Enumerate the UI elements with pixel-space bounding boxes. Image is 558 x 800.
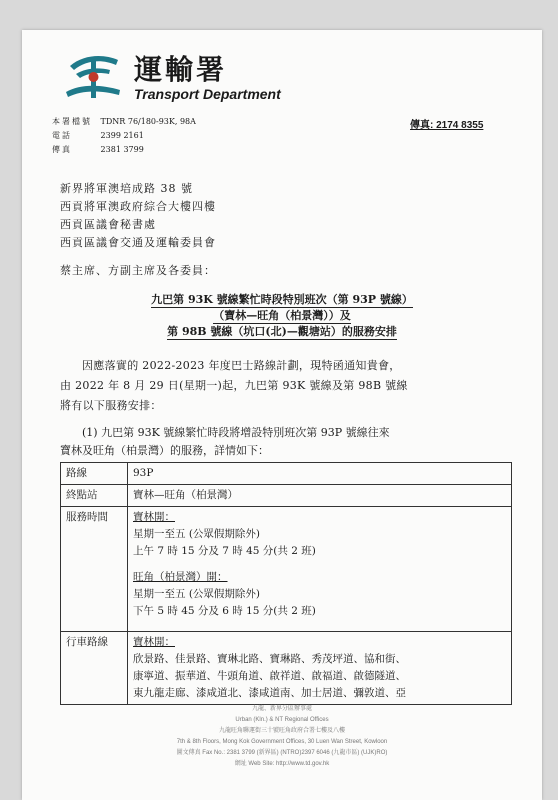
intro-paragraph — [60, 356, 510, 416]
address-line: 西貢區議會秘書處 — [60, 218, 156, 231]
fax-label: 傳真 — [52, 145, 72, 154]
table-row — [61, 463, 512, 485]
routing-direction-title: 寶林開： — [133, 636, 175, 648]
address-line: 新界將軍澳培成路 38 號 — [60, 182, 193, 195]
route-value: 93P — [128, 463, 512, 485]
letter-page — [22, 30, 542, 800]
paragraph-line: 因應落實的 2022-2023 年度巴士路線計劃，現特函通知貴會， — [82, 359, 401, 372]
paragraph-line: 將有以下服務安排： — [60, 399, 162, 412]
footer-line: 網址 Web Site: http://www.td.gov.hk — [234, 761, 330, 767]
routing-label: 行車路線 — [61, 632, 128, 705]
salutation: 蔡主席、方副主席及各委員： — [60, 264, 216, 277]
brand-name-chinese: 運輸署 — [134, 53, 228, 86]
item-line: (1) 九巴第 93K 號線繁忙時段將增設特別班次第 93P 號線往來 — [82, 426, 390, 439]
fax-value: 2381 3799 — [100, 145, 144, 154]
footer-line: 九龍、新界分區辦事處 — [251, 706, 312, 712]
service-details-table — [60, 462, 512, 705]
terminus-value: 寶林—旺角（柏景灣） — [128, 485, 512, 507]
reference-label: 本署檔號 — [52, 117, 92, 126]
footer-line: Urban (Kln.) & NT Regional Offices — [235, 717, 329, 723]
telephone-label: 電話 — [52, 131, 72, 140]
recipient-fax: 傳真: 2174 8355 — [410, 120, 484, 131]
hours-direction-title: 寶林開： — [133, 511, 175, 523]
hours-direction-title: 旺角（柏景灣）開： — [133, 571, 228, 583]
route-label: 路線 — [61, 463, 128, 485]
footer-line: 九龍旺角聯運街三十號旺角政府合署七樓及八樓 — [218, 728, 345, 734]
subject-line: 九巴第 93K 號線繁忙時段特別班次（第 93P 號線） — [151, 293, 413, 306]
letter-subject — [22, 292, 542, 340]
routing-line: 東九龍走廊、漆咸道北、漆咸道南、加士居道、彌敦道、亞 — [133, 687, 406, 699]
telephone-value: 2399 2161 — [100, 131, 144, 140]
service-hours-label: 服務時間 — [61, 507, 128, 632]
address-line: 西貢區議會交通及運輸委員會 — [60, 236, 216, 249]
item-one — [60, 424, 510, 460]
hours-days: 星期一至五 (公眾假期除外) — [133, 528, 261, 540]
table-row — [61, 632, 512, 705]
subject-line: （寶林—旺角（柏景灣））及 — [213, 309, 351, 322]
fax-line — [52, 144, 144, 156]
terminus-label: 終點站 — [61, 485, 128, 507]
transport-department-logo-icon — [62, 48, 124, 104]
item-line: 寶林及旺角（柏景灣）的服務，詳情如下： — [60, 444, 269, 457]
routing-line: 康寧道、振華道、牛頭角道、啟祥道、啟福道、啟德隧道、 — [133, 670, 406, 682]
telephone-line — [52, 130, 144, 142]
address-line: 西貢將軍澳政府綜合大樓四樓 — [60, 200, 216, 213]
routing-value — [128, 632, 512, 705]
routing-line: 欣景路、佳景路、寶琳北路、寶琳路、秀茂坪道、協和街、 — [133, 653, 406, 665]
paragraph-line: 由 2022 年 8 月 29 日(星期一)起，九巴第 93K 號線及第 98B 號線 — [60, 379, 408, 392]
brand-name-english: Transport Department — [134, 86, 281, 102]
table-row — [61, 485, 512, 507]
hours-times: 下午 5 時 45 分及 6 時 15 分(共 2 班) — [133, 605, 316, 617]
reference-line — [52, 116, 196, 128]
letterhead-footer — [22, 704, 542, 770]
hours-days: 星期一至五 (公眾假期除外) — [133, 588, 261, 600]
service-hours-value — [128, 507, 512, 632]
table-row — [61, 507, 512, 632]
hours-times: 上午 7 時 15 分及 7 時 45 分(共 2 班) — [133, 545, 316, 557]
subject-line: 第 98B 號線（坑口(北)—觀塘站）的服務安排 — [167, 325, 397, 338]
reference-value: TDNR 76/180-93K, 98A — [100, 117, 196, 126]
footer-line: 7th & 8th Floors, Mong Kok Government Offices, 30 Luen Wan Street, Kowloon — [176, 739, 388, 745]
footer-line: 圖文傳真 Fax No.: 2381 3799 (新界區) (NTRO)2397 6046 (九龍市區) (UJK)RO) — [176, 750, 388, 756]
